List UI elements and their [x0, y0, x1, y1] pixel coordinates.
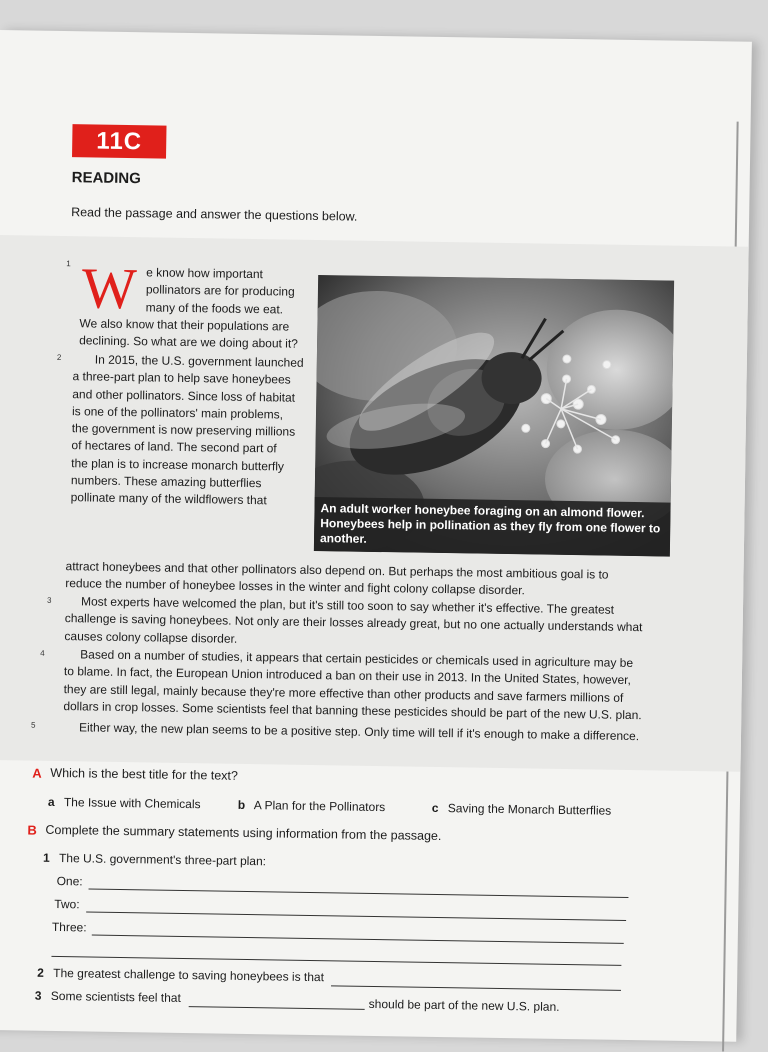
answer-line-three[interactable] [92, 935, 624, 944]
question-a-prompt: Which is the best title for the text? [50, 765, 239, 783]
answer-line-one[interactable] [89, 888, 629, 897]
text-line: a three-part plan to help save honeybees [72, 369, 291, 387]
textbook-page [0, 30, 752, 1042]
item-2-number: 2 [37, 965, 44, 980]
paragraph-2-column [71, 351, 313, 510]
answer-line-item-3[interactable] [189, 1006, 365, 1010]
honeybee-photo [314, 275, 674, 557]
text-line: pollinate many of the wildflowers that [70, 490, 267, 508]
option-a-letter: a [47, 794, 55, 809]
instructions: Read the passage and answer the questions below. [71, 205, 358, 224]
text-line: declining. So what are we doing about it? [79, 333, 299, 352]
answer-line-two[interactable] [86, 911, 626, 920]
text-line: the plan is to increase monarch butterfly [71, 455, 285, 474]
paragraph-number: 1 [66, 259, 71, 269]
paragraph-number: 3 [46, 595, 52, 605]
text-line: and other pollinators. Since loss of habitat [72, 386, 296, 405]
answer-line-extra[interactable] [51, 956, 621, 966]
text-line: the government is now preserving millions [71, 421, 296, 439]
text-line: In 2015, the U.S. government launched [94, 352, 304, 370]
option-c-letter: c [431, 800, 439, 815]
answer-label-two: Two: [54, 896, 80, 912]
option-b-letter: b [237, 797, 246, 812]
question-b-letter: B [27, 822, 37, 838]
item-1-text: The U.S. government's three-part plan: [58, 851, 267, 869]
paragraph-1-top [146, 264, 317, 319]
text-line: many of the foods we eat. [145, 299, 284, 317]
item-2-text: The greatest challenge to saving honeybees is that [53, 965, 325, 985]
photo-caption: An adult worker honeybee foraging on an almond flower. Honeybees help in pollination as they fly from one flower to another. [314, 497, 671, 557]
paragraph-number: 5 [31, 720, 36, 730]
question-a-letter: A [32, 765, 42, 781]
answer-label-one: One: [56, 873, 83, 889]
text-line: is one of the pollinators' main problems, [71, 404, 284, 422]
paragraph-5: Either way, the new plan seems to be a positive step. Only time will tell if it's enough to make a difference. [78, 720, 640, 744]
paragraph-4: Based on a number of studies, it appears that certain pesticides or chemicals used in agriculture may be to blame. In fact, the European Union introduced a ban on their use in 2013. In the United States, however, they are still legal, mainly because they're more effective than other products and save farmers millions of dollars in crop losses. Some scientists feel that banning these pesticides should be part of the new U.S. plan. [63, 647, 642, 723]
section-title: READING [71, 169, 141, 188]
drop-cap: W [81, 255, 138, 322]
paragraph-number: 2 [56, 352, 62, 363]
paragraph-1-bottom [79, 315, 320, 353]
option-a: The Issue with Chemicals [63, 795, 201, 812]
text-line: e know how important [146, 265, 264, 282]
item-3-text: Some scientists feel that [50, 988, 181, 1005]
option-c: Saving the Monarch Butterflies [447, 801, 612, 818]
answer-line-item-2[interactable] [331, 985, 621, 991]
paragraph-number: 4 [40, 648, 45, 658]
text-line: pollinators are for producing [145, 282, 295, 299]
paragraph-3: Most experts have welcomed the plan, but it's still too soon to say whether it's effective. The greatest challenge is saving honeybees. Not only are their losses already great, but no one actually understands what causes colony collapse disorder. [64, 594, 643, 646]
item-3-tail: should be part of the new U.S. plan. [368, 996, 560, 1014]
item-3-number: 3 [34, 988, 42, 1003]
text-line: of hectares of land. The second part of [71, 438, 277, 456]
text-line: We also know that their populations are [79, 316, 290, 334]
text-line: numbers. These amazing butterflies [70, 473, 262, 491]
answer-label-three: Three: [51, 919, 87, 935]
unit-badge: 11C [72, 124, 167, 158]
question-b-prompt: Complete the summary statements using information from the passage. [45, 822, 442, 844]
paragraph-2-continued: attract honeybees and that other pollinators also depend on. But perhaps the most ambitious goal is to reduce the number of honeybee losses in the winter and fight colony collapse disorder. [65, 559, 609, 598]
item-1-number: 1 [42, 850, 50, 865]
option-b: A Plan for the Pollinators [253, 798, 386, 815]
